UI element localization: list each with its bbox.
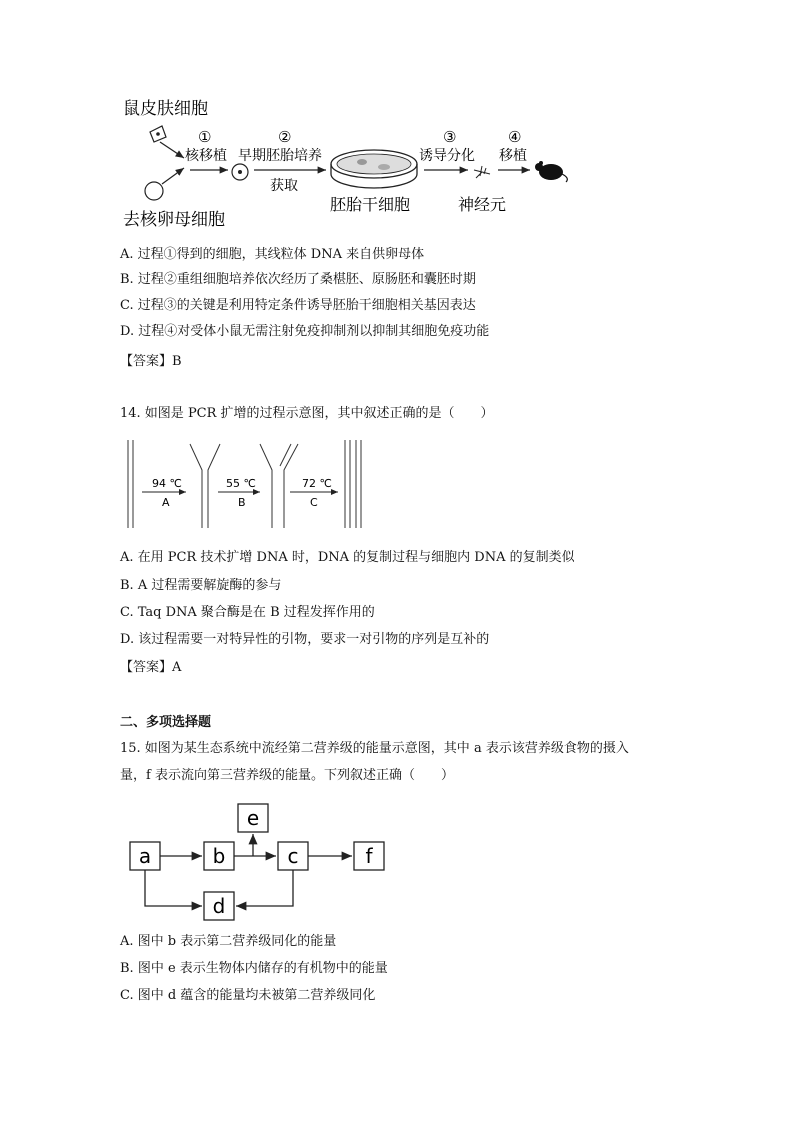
q14-stem: 14. 如图是 PCR 扩增的过程示意图，其中叙述正确的是（ ） <box>120 406 494 421</box>
q13-option-d: D. 过程④对受体小鼠无需注射免疫抑制剂以抑制其细胞免疫功能 <box>120 324 490 339</box>
label-neuron: 神经元 <box>458 195 507 214</box>
q14-option-a: A. 在用 PCR 技术扩增 DNA 时，DNA 的复制过程与细胞内 DNA 的复制类似 <box>120 550 575 565</box>
annealed-strand <box>260 444 272 528</box>
q15-option-c: C. 图中 d 蕴含的能量均未被第二营养级同化 <box>120 988 376 1003</box>
dish-colony <box>378 164 390 170</box>
label-stem-cell: 胚胎干细胞 <box>330 195 411 214</box>
step-b-label: B <box>238 496 246 509</box>
step1-label: 核移植 <box>185 148 227 164</box>
q13-answer: 【答案】B <box>120 354 182 369</box>
box-f-label: f <box>365 844 373 868</box>
step2-sub: 获取 <box>270 178 298 194</box>
cloning-process-figure <box>118 92 578 230</box>
q15-stem-line1: 15. 如图为某生态系统中流经第二营养级的能量示意图，其中 a 表示该营养级食物的摄入 <box>120 741 629 756</box>
step3-label: 诱导分化 <box>419 148 475 164</box>
separated-strand <box>190 444 202 528</box>
separated-strand <box>208 444 220 528</box>
step3-num: ③ <box>443 128 457 146</box>
annealed-strand <box>284 444 298 528</box>
box-c-label: c <box>287 844 299 868</box>
arrow-c-to-d <box>236 870 293 906</box>
step4-label: 移植 <box>499 148 527 164</box>
box-e-label: e <box>246 806 260 830</box>
q13-option-a: A. 过程①得到的细胞，其线粒体 DNA 来自供卵母体 <box>120 247 425 262</box>
box-a-label: a <box>138 844 152 868</box>
arrow-egg <box>162 168 184 184</box>
q13-option-c: C. 过程③的关键是利用特定条件诱导胚胎干细胞相关基因表达 <box>120 298 476 313</box>
step1-num: ① <box>198 128 212 146</box>
primer-strand <box>280 444 291 466</box>
q13-option-b: B. 过程②重组细胞培养依次经历了桑椹胚、原肠胚和囊胚时期 <box>120 272 476 287</box>
section-heading: 二、多项选择题 <box>120 715 212 730</box>
step-c-label: C <box>310 496 318 509</box>
neuron-shape <box>474 166 490 178</box>
step4-num: ④ <box>508 128 522 146</box>
label-source-cell: 鼠皮肤细胞 <box>123 99 208 119</box>
mouse-icon <box>535 161 567 182</box>
box-d-label: d <box>212 894 226 918</box>
step-a-label: A <box>162 496 170 509</box>
q15-stem-line2: 量，f 表示流向第三营养级的能量。下列叙述正确（ ） <box>120 768 454 783</box>
step-b-temp: 55 ℃ <box>226 477 256 490</box>
energy-flow-figure <box>126 800 396 922</box>
pcr-process-figure <box>120 436 370 531</box>
arrow-nucleus-transfer <box>160 142 184 158</box>
q14-option-d: D. 该过程需要一对特异性的引物，要求一对引物的序列是互补的 <box>120 632 490 647</box>
label-egg-cell: 去核卵母细胞 <box>123 210 225 230</box>
step2-label: 早期胚胎培养 <box>238 148 322 164</box>
dish-medium <box>337 154 411 174</box>
arrow-a-to-d <box>145 870 202 906</box>
reconstructed-nucleus <box>238 170 242 174</box>
step-a-temp: 94 ℃ <box>152 477 182 490</box>
step-c-temp: 72 ℃ <box>302 477 332 490</box>
step2-num: ② <box>278 128 292 146</box>
q15-option-b: B. 图中 e 表示生物体内储存的有机物中的能量 <box>120 961 388 976</box>
dish-colony <box>357 159 367 165</box>
box-b-label: b <box>212 844 226 868</box>
q14-option-b: B. A 过程需要解旋酶的参与 <box>120 578 282 593</box>
egg-cell-shape <box>145 182 163 200</box>
q14-option-c: C. Taq DNA 聚合酶是在 B 过程发挥作用的 <box>120 605 375 620</box>
q14-answer: 【答案】A <box>120 660 182 675</box>
q15-option-a: A. 图中 b 表示第二营养级同化的能量 <box>120 934 337 949</box>
skin-cell-nucleus <box>156 132 160 136</box>
